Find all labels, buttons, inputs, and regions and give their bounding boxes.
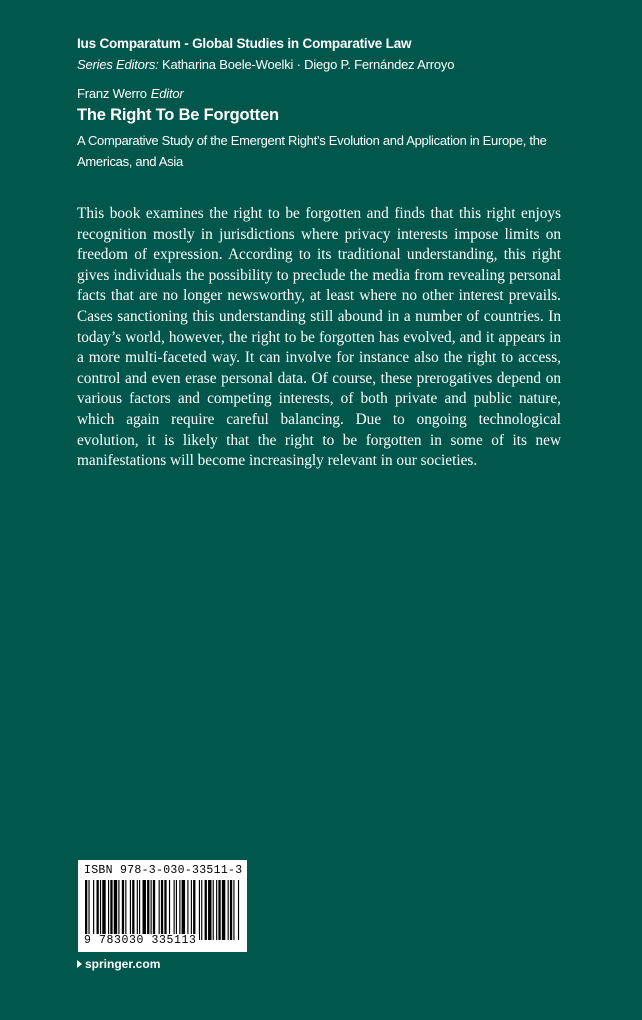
editor-role: Editor xyxy=(150,86,184,101)
barcode-bar xyxy=(187,880,188,940)
arrow-icon xyxy=(77,960,82,968)
barcode-bar xyxy=(151,880,152,940)
barcode-bar xyxy=(147,880,149,940)
barcode-bar xyxy=(143,880,146,940)
ean-digits: 9 783030 335113 xyxy=(84,934,197,947)
barcode-bar xyxy=(174,880,175,940)
barcode-bar xyxy=(213,880,214,940)
book-description: This book examines the right to be forgotten and finds that this right enjoys recognition mostly in jurisdictions where privacy interests impose limits on freedom of expression. According to its traditional understanding, this right gives individuals the possibility to preclude the media from revealing personal facts that are no longer newsworthy, at least where no other interest prevails. Cases sanctioning this understanding still abound in a number of countries. In today’s world, however, the right to be forgotten has evolved, and it appears in a more multi-faceted way. It can involve for instance also the right to access, control and even erase personal data. Of course, these prerogatives depend on various factors and competing interests, of both private and public nature, which again require careful balancing. Due to ongoing technological evolution, it is likely that the right to be forgotten in some of its new manifestations will become increasingly relevant in our societies. xyxy=(77,205,561,470)
barcode-bar xyxy=(137,880,138,940)
barcode-bar xyxy=(191,880,192,940)
barcode-bar xyxy=(125,880,126,940)
barcode-bar xyxy=(228,880,229,940)
barcode-bar xyxy=(182,880,185,940)
barcode-bar xyxy=(233,880,234,940)
barcode-bar xyxy=(93,880,94,940)
barcode-bar xyxy=(85,880,87,940)
series-editors xyxy=(77,57,454,72)
barcode-bars xyxy=(85,880,240,940)
isbn-label: ISBN 978-3-030-33511-3 xyxy=(84,864,243,877)
barcode-bar xyxy=(97,880,99,940)
series-editors-names: Katharina Boele-Woelki · Diego P. Fernández Arroyo xyxy=(161,57,455,72)
barcode-bar xyxy=(193,880,195,940)
barcode-bar xyxy=(208,880,211,940)
barcode-bar xyxy=(132,880,134,940)
barcode-bar xyxy=(88,880,89,940)
barcode-bar xyxy=(130,880,131,940)
barcode-bar xyxy=(100,880,101,940)
barcode-bar xyxy=(153,880,155,940)
barcode-bar xyxy=(122,880,124,940)
barcode-bar xyxy=(205,880,207,940)
publisher-link[interactable] xyxy=(77,957,160,971)
series-title: Ius Comparatum - Global Studies in Comparative Law xyxy=(77,36,412,51)
barcode-bar xyxy=(199,880,200,940)
barcode-bar xyxy=(169,880,170,940)
barcode-bar xyxy=(176,880,177,940)
barcode-bar xyxy=(216,880,217,940)
barcode-bar xyxy=(161,880,163,940)
barcode-bar xyxy=(108,880,109,940)
barcode-bar xyxy=(164,880,166,940)
barcode-bar xyxy=(222,880,225,940)
barcode-bar xyxy=(201,880,202,940)
barcode-bar xyxy=(102,880,105,940)
publisher-url[interactable]: springer.com xyxy=(85,957,161,971)
barcode-bar xyxy=(230,880,232,940)
isbn-barcode xyxy=(78,860,247,952)
book-subtitle: A Comparative Study of the Emergent Right’s Evolution and Application in Europe, the Americas, and Asia xyxy=(77,133,547,169)
series-editors-label: Series Editors: xyxy=(77,57,159,72)
barcode-bar xyxy=(114,880,117,940)
barcode-bar xyxy=(110,880,112,940)
book-editor xyxy=(77,86,184,101)
barcode-bar xyxy=(118,880,119,940)
barcode-bar xyxy=(159,880,160,940)
barcode-bar xyxy=(218,880,220,940)
barcode-bar xyxy=(179,880,180,940)
barcode-bar xyxy=(238,880,239,940)
barcode-bar xyxy=(139,880,140,940)
editor-name: Franz Werro xyxy=(77,86,147,101)
book-title: The Right To Be Forgotten xyxy=(77,106,279,124)
